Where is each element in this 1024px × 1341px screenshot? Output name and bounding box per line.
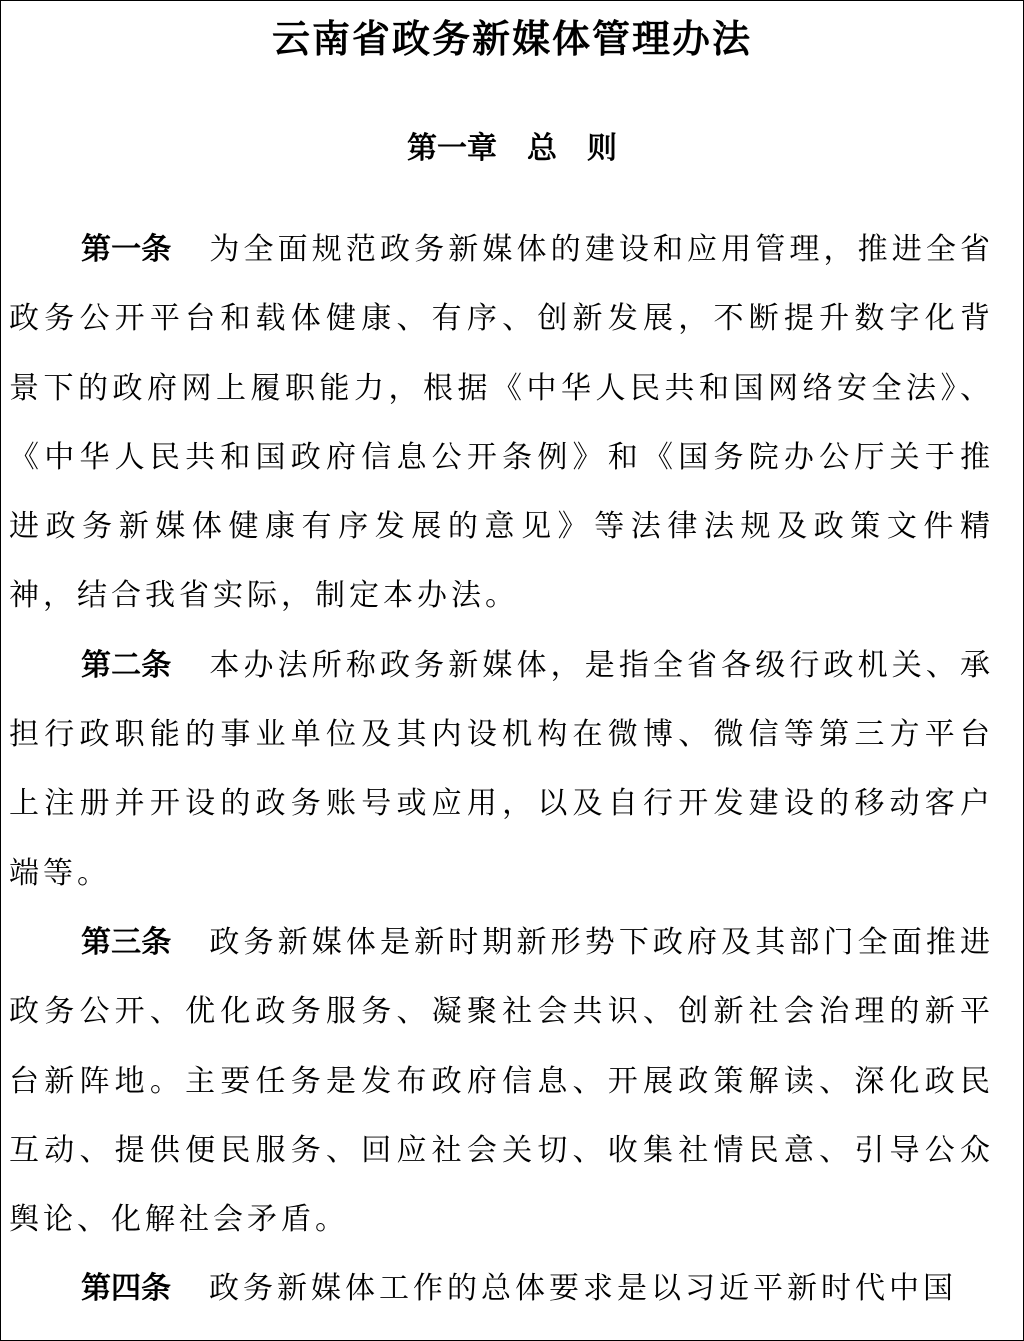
article-number: 第二条 <box>81 647 172 683</box>
article-number: 第四条 <box>81 1271 171 1307</box>
article-text: 为全面规范政务新媒体的建设和应用管理，推进全省政务公开平台和载体健康、有序、创新发展，不断提升数字化背景下的政府网上履职能力，根据《中华人民共和国网络安全法》、《中华人民共和国政府信息公开条例》和《国务院办公厅关于推进政务新媒体健康有序发展的意见》等法律法规及政策文件精神，结合我省实际，制定本办法。 <box>9 232 995 614</box>
article-number: 第一条 <box>81 232 172 267</box>
chapter-title: 第一章 总 则 <box>407 131 617 166</box>
document-title: 云南省政务新媒体管理办法 <box>271 16 752 61</box>
article-text: 政务新媒体工作的总体要求是以习近平新时代中国 <box>209 1271 957 1307</box>
article-4 <box>9 1254 994 1323</box>
article-3 <box>9 908 994 1254</box>
article-1 <box>9 215 994 631</box>
article-text: 政务新媒体是新时期新形势下政府及其部门全面推进政务公开、优化政务服务、凝聚社会共识、创新社会治理的新平台新阵地。主要任务是发布政府信息、开展政策解读、深化政民互动、提供便民服务、回应社会关切、收集社情民意、引导公众舆论、化解社会矛盾。 <box>9 924 995 1238</box>
article-number: 第三条 <box>81 924 172 960</box>
article-text: 本办法所称政务新媒体，是指全省各级行政机关、承担行政职能的事业单位及其内设机构在微博、微信等第三方平台上注册并开设的政务账号或应用，以及自行开发建设的移动客户端等。 <box>9 647 995 891</box>
document-body <box>9 215 994 1324</box>
article-2 <box>9 631 994 908</box>
